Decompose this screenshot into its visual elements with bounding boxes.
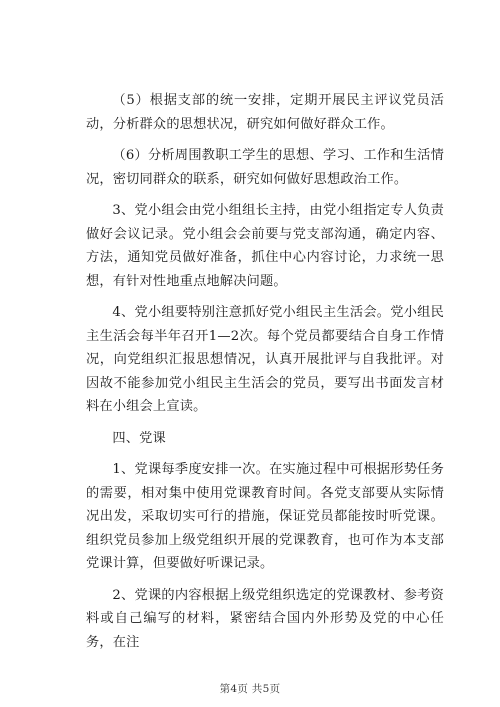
page-footer: 第4页 共5页: [219, 683, 281, 695]
document-body: [86, 89, 444, 662]
paragraph-section-3: 3、党小组会由党小组组长主持，由党小组指定专人负责做好会议记录。党小组会会前要与党支部沟通，确定内容、方法，通知党员做好准备，抓住中心内容讨论，力求统一思想，有针对性地重点地解决问题。: [86, 203, 444, 289]
paragraph-item-5: （5）根据支部的统一安排，定期开展民主评议党员活动，分析群众的思想状况，研究如何做好群众工作。: [86, 93, 444, 132]
paragraph-lecture-1: 1、党课每季度安排一次。在实施过程中可根据形势任务的需要，相对集中使用党课教育时间。各党支部要从实际情况出发，采取切实可行的措施，保证党员都能按时听党课。组织党员参加上级党组织开展的党课教育，也可作为本支部党课计算，但要做好听课记录。: [86, 462, 444, 571]
paragraph-lecture-2: 2、党课的内容根据上级党组织选定的党课教材、参考资料或自己编写的材料，紧密结合国内外形势及党的中心任务，在注: [86, 587, 444, 650]
paragraph-item-6: （6）分析周围教职工学生的思想、学习、工作和生活情况，密切同群众的联系，研究如何做好思想政治工作。: [86, 148, 444, 187]
paragraph-section-4: 4、党小组要特别注意抓好党小组民主生活会。党小组民主生活会每半年召开1—2次。每个党员都要结合自身工作情况，向党组织汇报思想情况，认真开展批评与自我批评。对因故不能参加党小组民主生活会的党员，要写出书面发言材料在小组会上宣读。: [86, 305, 444, 414]
section-heading-party-lecture: 四、党课: [112, 430, 166, 446]
